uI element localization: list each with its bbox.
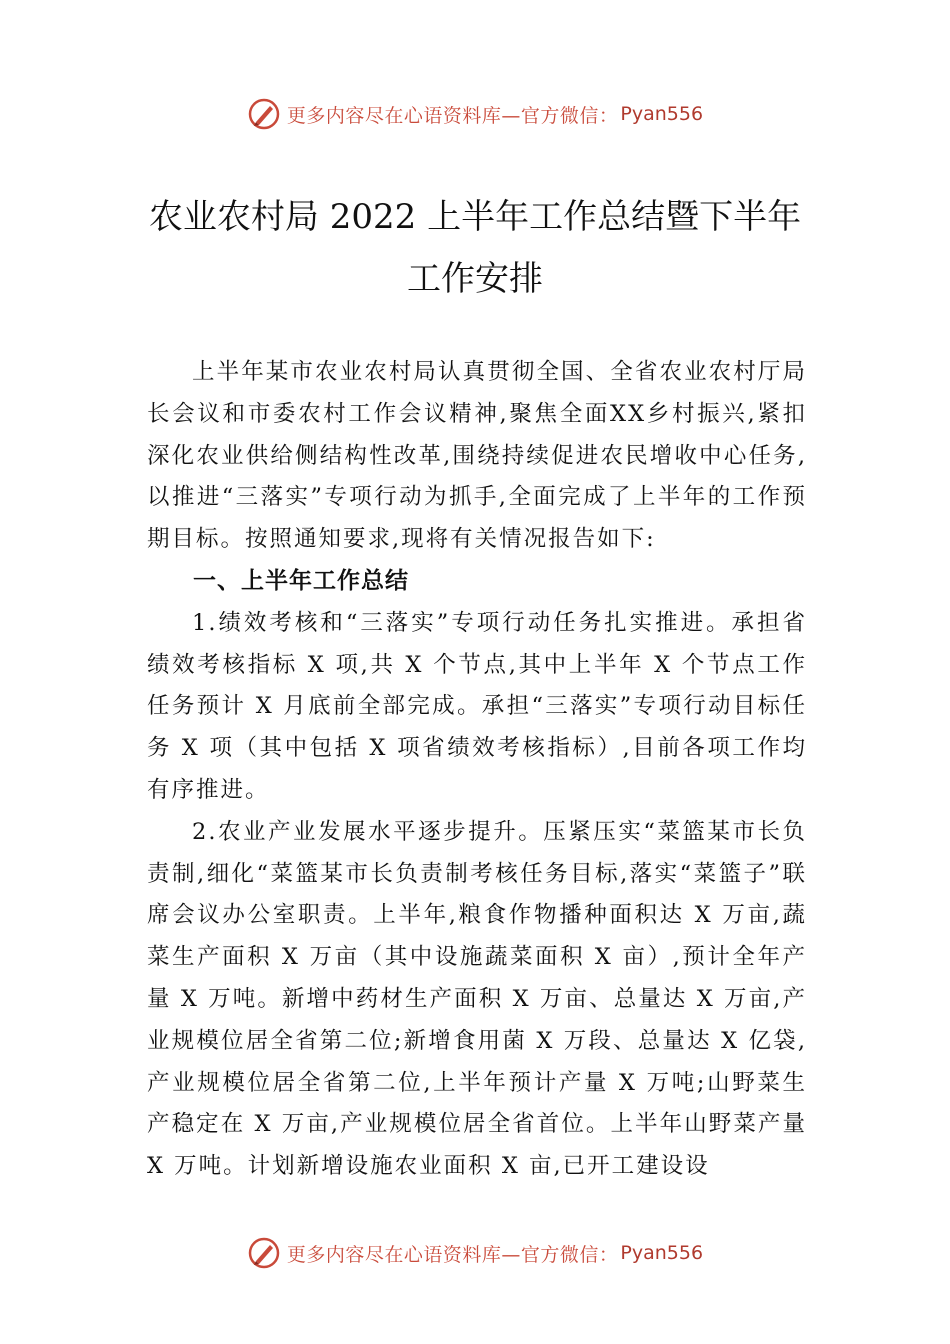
document-title [120,186,830,310]
watermark-footer [0,1233,950,1273]
pen-logo-icon [247,1236,281,1270]
watermark-header [0,94,950,134]
paragraph-intro: 上半年某市农业农村局认真贯彻全国、全省农业农村厅局长会议和市委农村工作会议精神,聚焦全面XX乡村振兴,紧扣深化农业供给侧结构性改革,围绕持续促进农民增收中心任务,以推进“三落实”专项行动为抓手,全面完成了上半年的工作预期目标。按照通知要求,现将有关情况报告如下: [147,359,807,553]
title-line-1: 农业农村局 2022 上半年工作总结暨下半年 [148,197,802,237]
document-body [147,352,807,1188]
pen-logo-icon [247,97,281,131]
watermark-text: 更多内容尽在心语资料库—官方微信： [286,1243,619,1266]
paragraph-1: 1.绩效考核和“三落实”专项行动任务扎实推进。承担省绩效考核指标 X 项,共 X 个节点,其中上半年 X 个节点工作任务预计 X 月底前全部完成。承担“三落实”专项行动目标任务 X 项（其中包括 X 项省绩效考核指标）,目前各项工作均有序推进。 [147,609,807,803]
watermark-wechat-id: Pyan556 [620,103,704,125]
title-line-2: 工作安排 [407,259,543,299]
watermark-wechat-id: Pyan556 [620,1242,704,1264]
paragraph-2: 2.农业产业发展水平逐步提升。压紧压实“菜篮某市长负责制,细化“菜篮某市长负责制考核任务目标,落实“菜篮子”联席会议办公室职责。上半年,粮食作物播种面积达 X 万亩,蔬菜生产面积 X 万亩（其中设施蔬菜面积 X 亩）,预计全年产量 X 万吨。新增中药材生产面积 X 万亩、总量达 X 万亩,产业规模位居全省第二位;新增食用菌 X 万段、总量达 X 亿袋,产业规模位居全省第二位,上半年预计产量 X 万吨;山野菜生产稳定在 X 万亩,产业规模位居全省首位。上半年山野菜产量 X 万吨。计划新增设施农业面积 X 亩,已开工建设设 [147,818,807,1180]
watermark-text: 更多内容尽在心语资料库—官方微信： [286,104,619,127]
section-heading-1: 一、上半年工作总结 [193,567,409,594]
